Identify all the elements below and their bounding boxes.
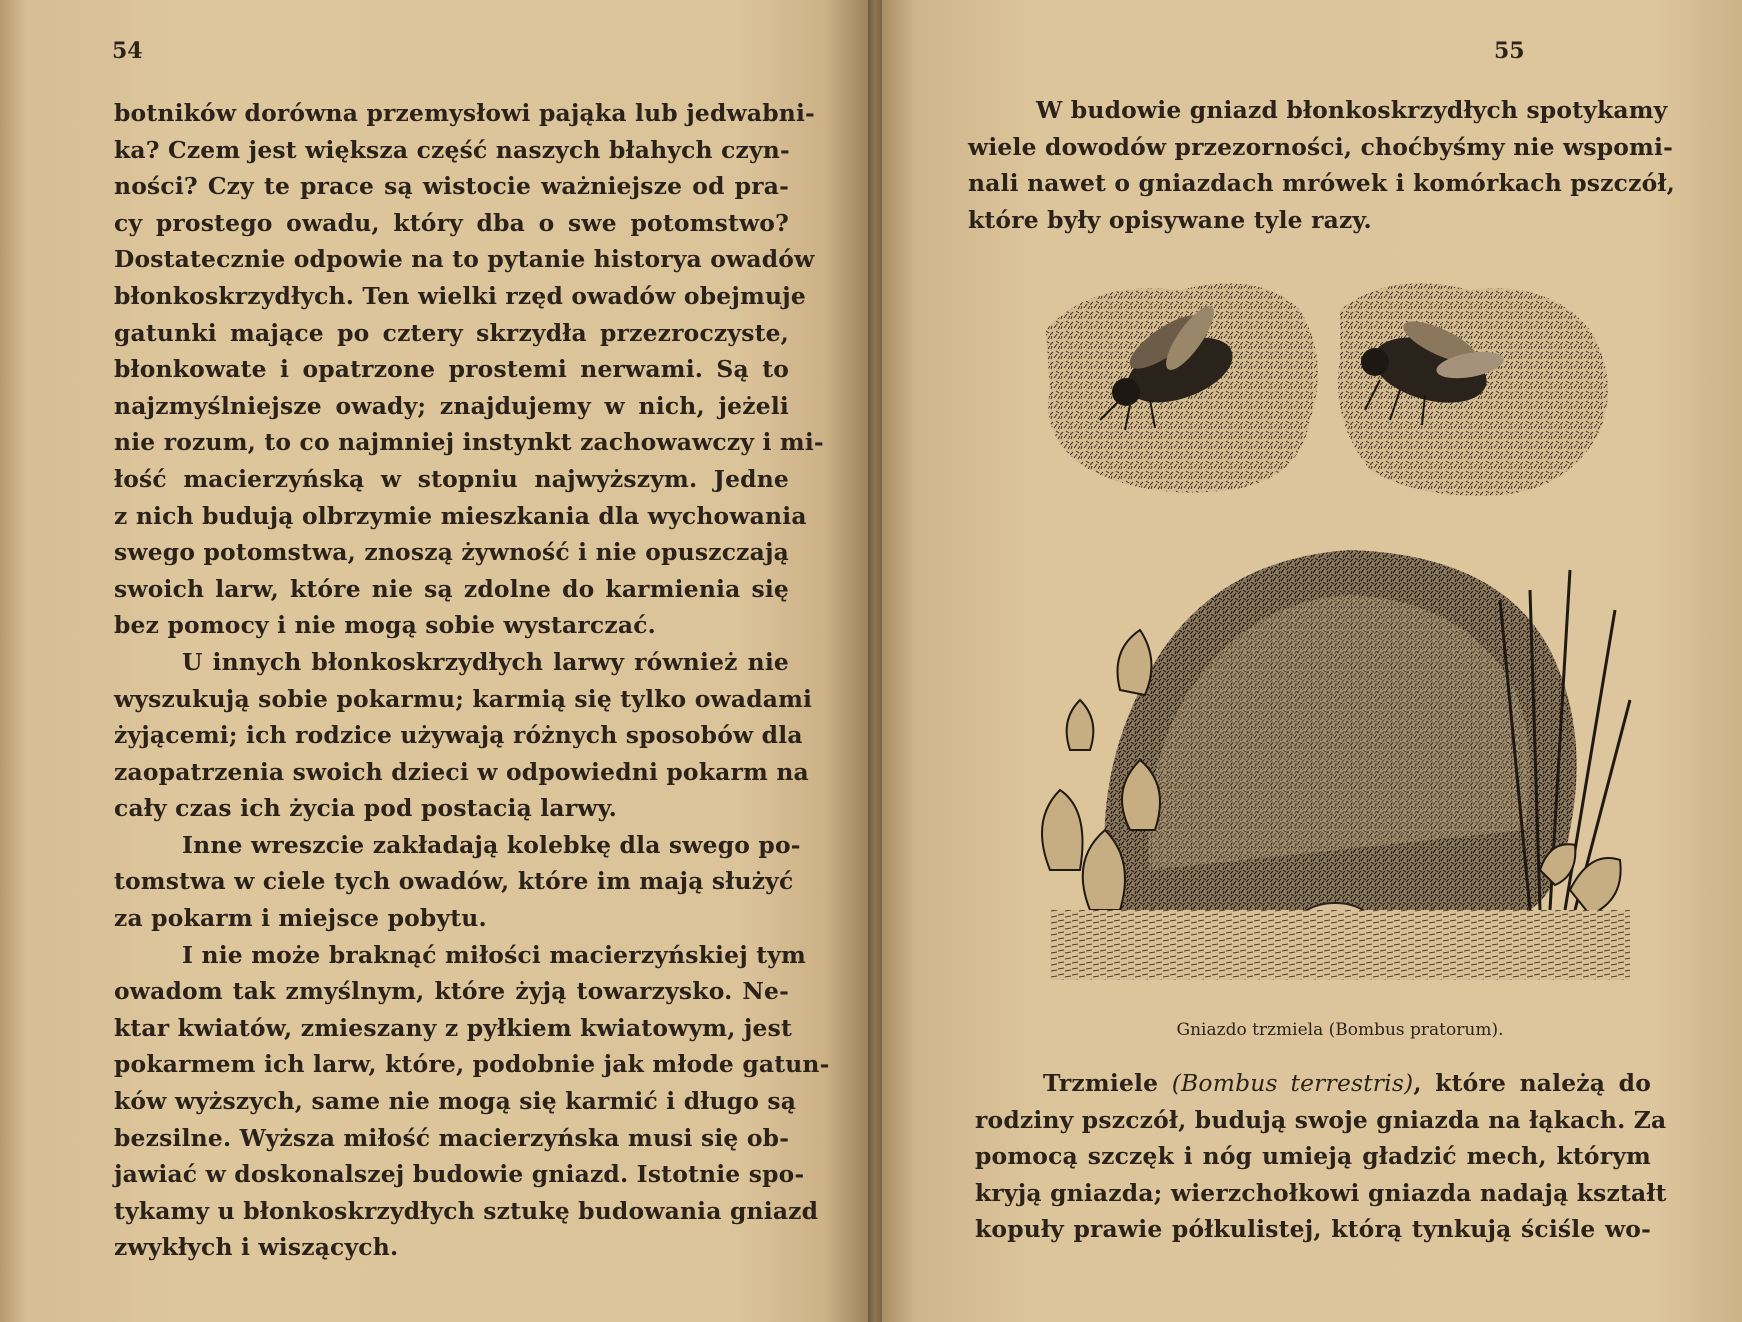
text-line: żyjącemi; ich rodzice używają różnych sposobów dla xyxy=(114,721,803,750)
text-line: łość macierzyńską w stopniu najwyższym. Jedne xyxy=(114,464,789,493)
right-page-number: 55 xyxy=(1494,38,1525,64)
text-line: tomstwa w ciele tych owadów, które im mają służyć xyxy=(114,867,794,896)
text-line: ków wyższych, same nie mogą się karmić i długo są xyxy=(114,1087,797,1116)
right-leaves xyxy=(1540,844,1621,915)
figure-caption: Gniazdo trzmiela (Bombus pratorum). xyxy=(1176,1020,1504,1040)
text-line xyxy=(975,1065,1651,1102)
text-line: rodziny pszczół, budują swoje gniazda na łąkach. Za xyxy=(975,1105,1667,1134)
text-line: Inne wreszcie zakładają kolebkę dla swego po- xyxy=(182,830,801,859)
text-line: za pokarm i miejsce pobytu. xyxy=(114,904,487,933)
left-page-text xyxy=(114,95,830,1266)
right-page-top-paragraph xyxy=(968,92,1675,238)
text-line: wyszukują sobie pokarmu; karmią się tylko owadami xyxy=(114,684,813,713)
text-segment: , które należą do xyxy=(1413,1069,1652,1097)
text-line: kopuły prawie półkulistej, którą tynkują ściśle wo- xyxy=(975,1215,1651,1244)
text-line: z nich budują olbrzymie mieszkania dla wychowania xyxy=(114,501,807,530)
text-line: W budowie gniazd błonkoskrzydłych spotykamy xyxy=(1036,96,1668,124)
ground xyxy=(1050,910,1630,980)
text-line: bezsilne. Wyższa miłość macierzyńska musi się ob- xyxy=(114,1123,790,1152)
nest-mound xyxy=(1104,550,1576,947)
text-line: swego potomstwa, znoszą żywność i nie opuszczają xyxy=(114,538,790,567)
text-line: jawiać w doskonalszej budowie gniazd. Istotnie spo- xyxy=(114,1160,805,1189)
text-line: najzmyślniejsze owady; znajdujemy w nich, jeżeli xyxy=(114,391,789,420)
text-line: pokarmem ich larw, które, podobnie jak młode gatun- xyxy=(114,1050,830,1079)
text-line: U innych błonkoskrzydłych larwy również nie xyxy=(182,647,789,676)
text-line: zwykłych i wiszących. xyxy=(114,1233,399,1262)
upper-moss-vignette xyxy=(1046,283,1608,495)
text-line: błonkoskrzydłych. Ten wielki rzęd owadów obejmuje xyxy=(114,281,806,310)
text-line: swoich larw, które nie są zdolne do karmienia się xyxy=(114,574,789,603)
text-line: ka? Czem jest większa część naszych błahych czyn- xyxy=(114,135,790,164)
left-page xyxy=(0,0,868,1322)
text-line: cały czas ich życia pod postacią larwy. xyxy=(114,794,618,823)
text-line: błonkowate i opatrzone prostemi nerwami. Są to xyxy=(114,355,789,384)
text-line: nali nawet o gniazdach mrówek i komórkach pszczół, xyxy=(968,169,1675,198)
text-line: owadom tak zmyślnym, które żyją towarzysko. Ne- xyxy=(114,977,789,1006)
text-line: które były opisywane tyle razy. xyxy=(968,205,1372,234)
text-line: botników dorówna przemysłowi pająka lub jedwabni- xyxy=(114,99,815,127)
text-line: zaopatrzenia swoich dzieci w odpowiedni pokarm na xyxy=(114,757,809,786)
text-segment: Trzmiele xyxy=(1043,1069,1172,1097)
book-gutter xyxy=(868,0,882,1322)
left-page-number: 54 xyxy=(112,38,143,64)
text-line: gatunki mające po cztery skrzydła przezroczyste, xyxy=(114,318,789,347)
text-line: nie rozum, to co najmniej instynkt zachowawczy i mi- xyxy=(114,428,824,457)
text-line: Dostatecznie odpowie na to pytanie historya owadów xyxy=(114,245,815,274)
latin-name: (Bombus terrestris) xyxy=(1171,1069,1414,1097)
text-line: I nie może braknąć miłości macierzyńskiej tym xyxy=(182,940,806,969)
bumblebee-nest-illustration xyxy=(1030,270,1640,1010)
text-line: ktar kwiatów, zmieszany z pyłkiem kwiatowym, jest xyxy=(114,1013,792,1042)
text-line: wiele dowodów przezorności, choćbyśmy nie wspomi- xyxy=(968,132,1673,161)
text-line: ności? Czy te prace są wistocie ważniejsze od pra- xyxy=(114,172,789,201)
text-line: tykamy u błonkoskrzydłych sztukę budowania gniazd xyxy=(114,1196,819,1225)
right-page-bottom-paragraph xyxy=(975,1065,1667,1248)
text-line: kryją gniazda; wierzchołkowi gniazda nadają kształt xyxy=(975,1178,1667,1207)
text-line: pomocą szczęk i nóg umieją gładzić mech, którym xyxy=(975,1142,1651,1171)
text-line: bez pomocy i nie mogą sobie wystarczać. xyxy=(114,611,656,640)
text-line: cy prostego owadu, który dba o swe potomstwo? xyxy=(114,208,789,237)
